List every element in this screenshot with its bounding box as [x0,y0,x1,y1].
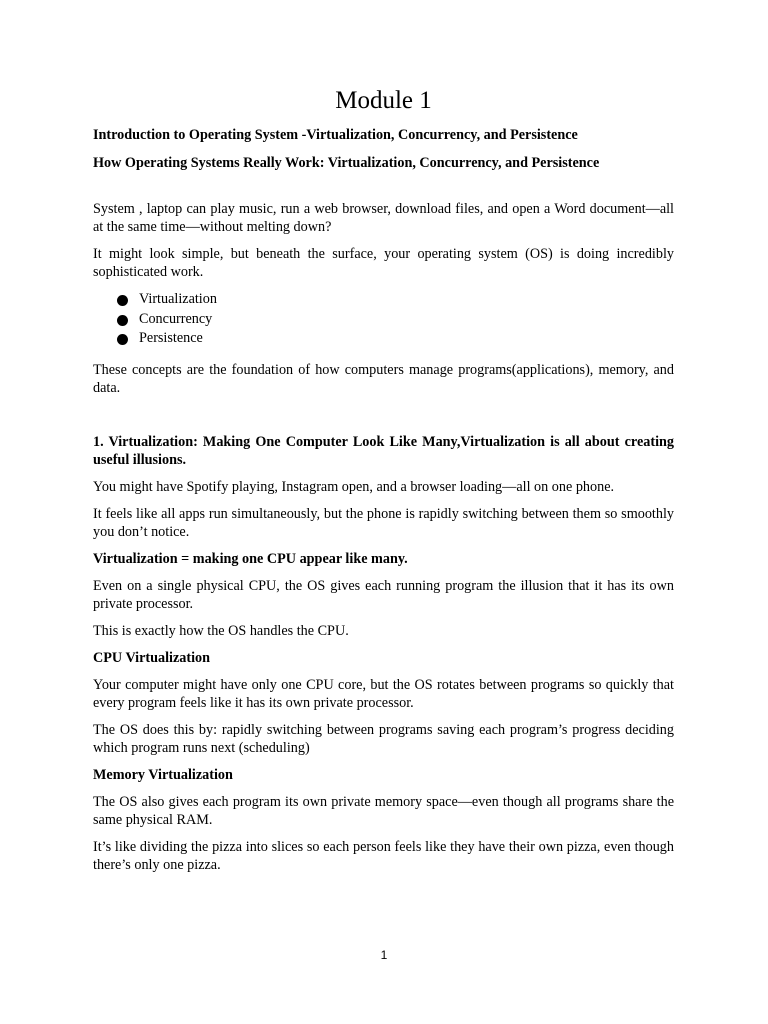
list-item [117,329,674,349]
intro-paragraph-2: It might look simple, but beneath the surface, your operating system (OS) is doing incredibly sophisticated work. [93,246,674,280]
document-page [93,84,674,883]
virtualization-paragraph-1: You might have Spotify playing, Instagram open, and a browser loading—all on one phone. [93,478,615,495]
cpu-paragraph-1: Your computer might have only one CPU core, but the OS rotates between programs so quickly that every program feels like it has its own private processor. [93,676,674,711]
intro-paragraph-3: These concepts are the foundation of how computers manage programs(applications), memory, and data. [93,361,674,396]
bullet-icon [117,334,128,345]
virtualization-paragraph-4: This is exactly how the OS handles the CPU. [93,622,349,639]
intro-paragraph-1: System , laptop can play music, run a web browser, download files, and open a Word document—all at the same time—without melting down? [93,201,674,235]
virtualization-paragraph-3: Even on a single physical CPU, the OS gives each running program the illusion that it has its own private processor. [93,577,674,612]
list-item [117,290,674,310]
section-heading-virtualization: 1. Virtualization: Making One Computer Look Like Many,Virtualization is all about creating useful illusions. [93,433,674,468]
cpu-virtualization-heading: CPU Virtualization [93,649,211,666]
virtualization-paragraph-2: It feels like all apps run simultaneously, but the phone is rapidly switching between them so smoothly you don’t notice. [93,505,674,540]
cpu-paragraph-2: The OS does this by: rapidly switching between programs saving each program’s progress deciding which program runs next (scheduling) [93,721,674,756]
page-number: 1 [380,948,388,962]
list-item [117,310,674,330]
memory-paragraph-2: It’s like dividing the pizza into slices so each person feels like they have their own pizza, even though there’s only one pizza. [93,838,674,873]
memory-paragraph-1: The OS also gives each program its own private memory space—even though all programs share the same physical RAM. [93,793,674,828]
list-item-label: Persistence [139,330,203,346]
subheading-intro: Introduction to Operating System -Virtualization, Concurrency, and Persistence [93,127,578,143]
virtualization-definition: Virtualization = making one CPU appear like many. [93,550,408,567]
concept-list [93,290,674,349]
page-title: Module 1 [335,87,432,114]
memory-virtualization-heading: Memory Virtualization [93,766,233,783]
list-item-label: Virtualization [139,291,217,307]
subheading-how-os-work: How Operating Systems Really Work: Virtualization, Concurrency, and Persistence [93,155,600,171]
list-item-label: Concurrency [139,310,213,327]
bullet-icon [117,315,128,326]
bullet-icon [117,295,128,306]
